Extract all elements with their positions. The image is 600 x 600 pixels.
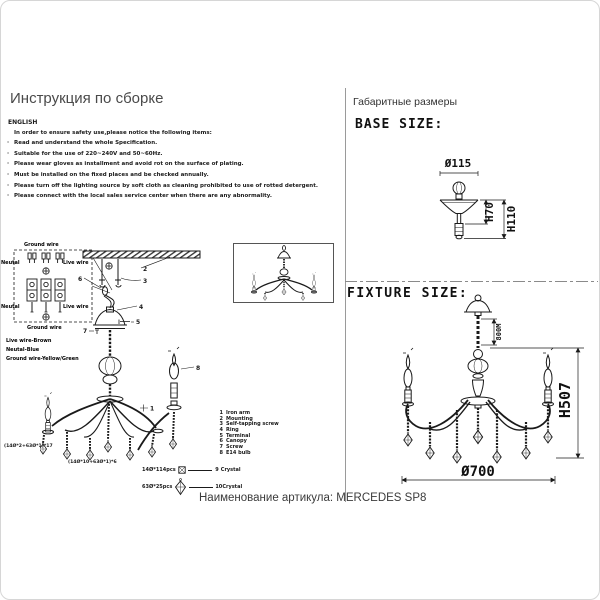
base-diameter-label: Ø115	[444, 157, 472, 170]
base-h110-label: H110	[505, 205, 518, 233]
fixture-size-heading: FIXTURE SIZE:	[347, 286, 469, 301]
bullet-text: Suitable for the use of 220~240V and 50~60Hz.	[14, 150, 163, 157]
inset-detail-box	[233, 243, 334, 303]
strand-formula-outer: (14Ø*2+63Ø*1)*17	[4, 444, 53, 449]
bullet-text: Read and understand the whole Specification.	[14, 140, 158, 146]
fixture-top-canopy	[464, 295, 492, 316]
part-name: Crystal	[222, 484, 243, 490]
octagon-bead-icon	[178, 466, 186, 474]
fixture-diameter-label: Ø700	[461, 464, 495, 480]
fixture-body	[461, 350, 495, 409]
column-divider	[345, 88, 346, 502]
ground-wire-bottom-label: Ground wire	[27, 325, 62, 331]
callout-8: 8	[196, 365, 201, 372]
ceiling-bar	[83, 251, 200, 287]
callout-3: 3	[143, 278, 148, 285]
fixture-height-label: H507	[556, 381, 574, 419]
safety-bullet-list	[7, 138, 318, 202]
part-number: 1	[219, 410, 223, 416]
part-name: E14 bulb	[226, 449, 251, 456]
exploded-candle-parts	[138, 347, 181, 450]
safety-bullet	[7, 170, 318, 181]
part-name: Iron arm	[226, 410, 251, 416]
bullet-dot: ·	[7, 161, 10, 168]
bullet-text: Please wear gloves as installment and avoid rot on the surface of plating.	[14, 161, 244, 168]
parts-row	[218, 450, 279, 456]
safety-bullet	[7, 149, 318, 160]
bullet-dot: ·	[7, 172, 10, 179]
neutral-bottom-label: Neutal	[1, 304, 20, 310]
part-name: Ring	[226, 427, 239, 434]
part-name: Crystal	[220, 467, 241, 473]
base-size-drawing	[400, 148, 530, 246]
canopy-screw-icon	[95, 330, 99, 334]
strand-formula-inner: (14Ø*10+63Ø*1)*6	[68, 460, 117, 465]
arms	[52, 399, 156, 437]
safety-bullet	[7, 138, 318, 149]
live-bottom-label: Live wire	[63, 304, 89, 310]
part-name: Terminal	[226, 432, 251, 439]
bullet-dot: ·	[7, 193, 10, 200]
part-name: Canopy	[226, 438, 247, 445]
part-number: 3	[219, 421, 223, 428]
leader-dash	[189, 487, 213, 488]
base-diameter-dim	[440, 171, 478, 176]
crystal-row-9	[142, 466, 241, 474]
drop-pendant-icon	[174, 478, 187, 496]
dimensions-section-title: Габаритные размеры	[353, 96, 457, 108]
mount-hole-icon	[106, 263, 112, 269]
crystal-strands	[40, 404, 177, 460]
safety-bullet	[7, 181, 318, 192]
callout-7: 7	[83, 328, 88, 335]
language-heading: ENGLISH	[8, 119, 38, 126]
fixture-crystal-strands	[404, 406, 552, 463]
canopy-assembly	[93, 287, 130, 334]
bullet-text: Please turn off the lighting source by soft cloth as cleaning prohibited to use of rotted detergent.	[14, 182, 318, 189]
part-name: Self-tapping screw	[226, 421, 279, 428]
part-number: 4	[219, 427, 223, 434]
crystal-qty: 14Ø*114pcs	[142, 467, 176, 473]
parts-list	[218, 410, 279, 456]
part-number: 7	[219, 444, 223, 451]
safety-bullet	[7, 191, 318, 202]
safety-bullet	[7, 159, 318, 170]
crystal-qty: 63Ø*25pcs	[142, 484, 173, 490]
legend-live: Live wire-Brown	[6, 338, 52, 344]
callouts	[78, 257, 200, 413]
bullet-dot: ·	[7, 140, 10, 146]
base-h70-label: H70	[483, 202, 496, 222]
part-number: 5	[219, 432, 223, 439]
callout-1: 1	[150, 405, 155, 413]
bullet-dot: ·	[7, 182, 10, 189]
part-number: 10	[215, 484, 223, 490]
base-canopy-outline	[440, 182, 478, 239]
legend-ground: Ground wire-Yellow/Green	[6, 356, 79, 362]
part-number: 2	[219, 415, 223, 422]
left-candle	[43, 392, 54, 434]
fixture-size-drawing	[350, 292, 598, 488]
base-size-heading: BASE SIZE:	[355, 117, 444, 132]
rod-height-label: 800M	[495, 323, 503, 341]
live-top-label: Live wire	[63, 260, 89, 266]
part-number: 6	[219, 438, 223, 445]
stem-and-body	[97, 330, 123, 402]
section-separator	[345, 280, 598, 283]
part-name: Screw	[226, 444, 244, 451]
bullet-dot: ·	[7, 150, 10, 157]
inset-chandelier-sketch	[234, 244, 333, 302]
callout-2: 2	[143, 266, 148, 273]
part-name: Mounting	[226, 415, 253, 422]
right-arm-cup	[153, 429, 163, 433]
bullet-text: Must be installed on the fixed places and be checked annually.	[14, 172, 209, 179]
callout-5: 5	[136, 319, 141, 326]
part-number: 9	[215, 467, 219, 473]
callout-4: 4	[139, 304, 144, 311]
bullet-text: Please connect with the local sales service center when there are any abnormality.	[14, 193, 272, 200]
article-name-label: Наименование артикула: MERCEDES SP8	[199, 492, 427, 504]
legend-neutral: Neutal-Blue	[6, 347, 40, 353]
assembly-title: Инструкция по сборке	[10, 90, 164, 107]
ground-wire-top-label: Ground wire	[24, 242, 59, 248]
part-number: 8	[219, 449, 223, 456]
leader-dash	[188, 470, 212, 471]
neutral-top-label: Neutal	[1, 260, 20, 266]
safety-intro: In order to ensure safety use,please notice the following items:	[14, 130, 212, 136]
callout-6: 6	[78, 276, 83, 283]
